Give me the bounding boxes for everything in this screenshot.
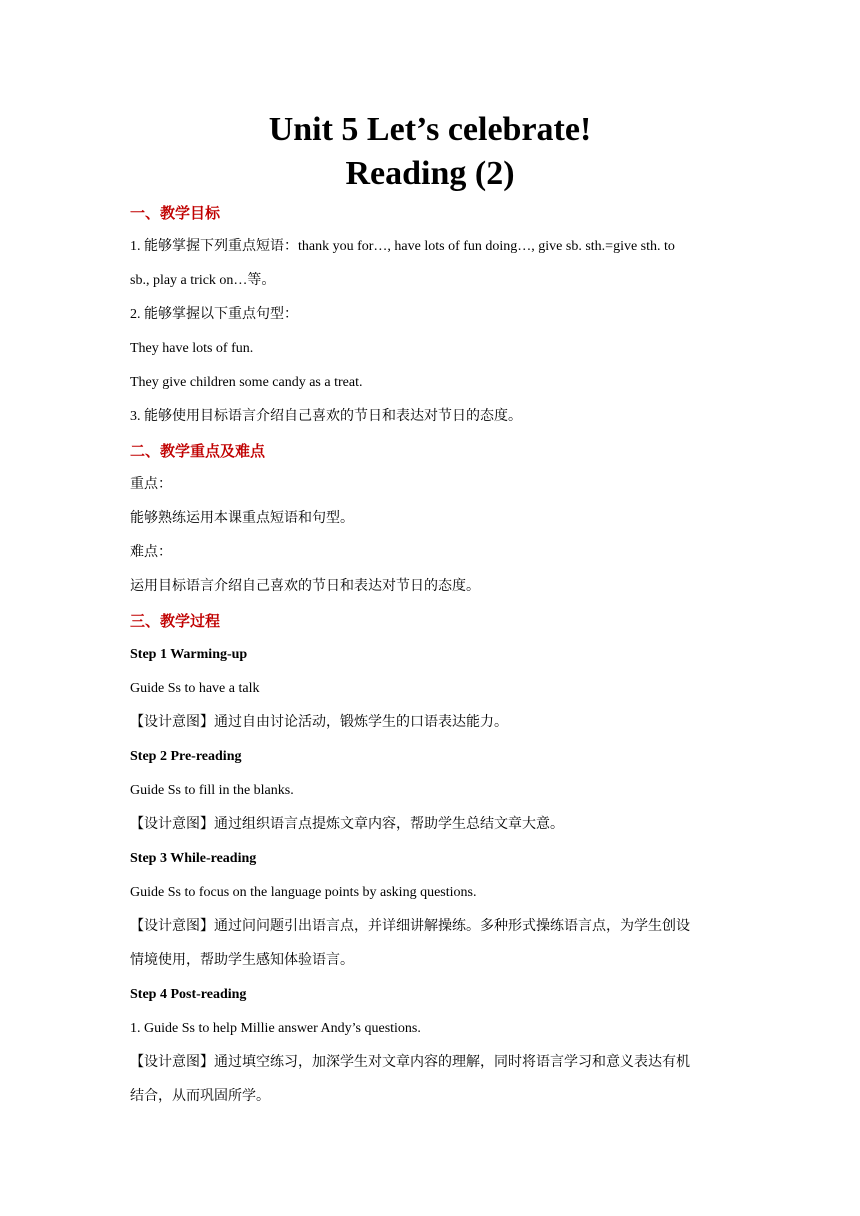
- page-title: Unit 5 Let’s celebrate!: [268, 111, 592, 148]
- objective-item-3: 3. 能够使用目标语言介绍自己喜欢的节日和表达对节日的态度。: [130, 409, 522, 424]
- step-3-intent-line-1: 【设计意图】通过问问题引出语言点，并详细讲解操练。多种形式操练语言点，为学生创设: [130, 919, 690, 934]
- step-2-text: Guide Ss to fill in the blanks.: [130, 783, 294, 798]
- key-sentence-1: They have lots of fun.: [130, 341, 254, 356]
- page-subtitle: Reading (2): [345, 155, 515, 192]
- objective-item-1-line-2: sb., play a trick on…等。: [130, 273, 276, 288]
- key-point-label: 重点：: [130, 477, 172, 492]
- step-2-title: Step 2 Pre-reading: [130, 749, 242, 764]
- step-2-intent: 【设计意图】通过组织语言点提炼文章内容，帮助学生总结文章大意。: [130, 817, 564, 832]
- step-3-intent-line-2: 情境使用，帮助学生感知体验语言。: [130, 953, 354, 968]
- difficult-point-text: 运用目标语言介绍自己喜欢的节日和表达对节日的态度。: [130, 579, 480, 594]
- document-body: [130, 196, 735, 1114]
- step-4-intent-line-1: 【设计意图】通过填空练习，加深学生对文章内容的理解，同时将语言学习和意义表达有机: [130, 1055, 690, 1070]
- step-4-title: Step 4 Post-reading: [130, 987, 247, 1002]
- section-heading-objectives: 一、教学目标: [130, 204, 221, 222]
- step-1-text: Guide Ss to have a talk: [130, 681, 260, 696]
- step-3-text: Guide Ss to focus on the language points by asking questions.: [130, 885, 477, 900]
- section-heading-process: 三、教学过程: [130, 612, 221, 630]
- step-4-text: 1. Guide Ss to help Millie answer Andy’s questions.: [130, 1021, 421, 1036]
- step-1-intent: 【设计意图】通过自由讨论活动，锻炼学生的口语表达能力。: [130, 715, 508, 730]
- step-3-title: Step 3 While-reading: [130, 851, 257, 866]
- key-sentence-2: They give children some candy as a treat.: [130, 375, 363, 390]
- objective-item-2: 2. 能够掌握以下重点句型：: [130, 307, 298, 322]
- step-1-title: Step 1 Warming-up: [130, 647, 248, 662]
- step-4-intent-line-2: 结合，从而巩固所学。: [130, 1089, 270, 1104]
- objective-item-1-line-1: 1. 能够掌握下列重点短语：thank you for…, have lots of fun doing…, give sb. sth.=give sth. to: [130, 239, 675, 254]
- section-heading-key-points: 二、教学重点及难点: [130, 442, 266, 460]
- difficult-point-label: 难点：: [130, 545, 172, 560]
- key-point-text: 能够熟练运用本课重点短语和句型。: [130, 511, 354, 526]
